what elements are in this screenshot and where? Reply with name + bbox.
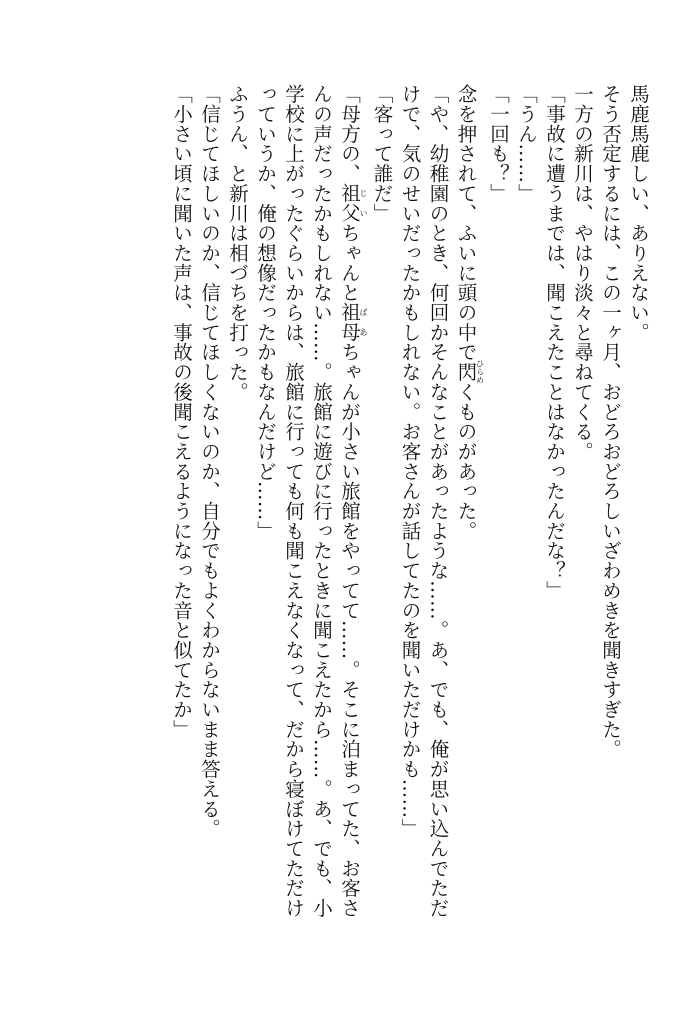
line-text: んの声だったかもしれない……。旅館に遊びに行ったときに聞こえたから……。あ、でも、小 xyxy=(310,84,333,918)
line-text: けで、気のせいだったかもしれない。お客さんが話してたのを聞いただけかも……」 xyxy=(398,84,422,839)
text-line xyxy=(368,84,396,974)
line-text: そう否定するには、この一ヶ月、おどろおどろしいざわめきを聞きすぎた。 xyxy=(599,84,622,759)
line-text: っていうか、俺の想像だったかもなんだけど……」 xyxy=(254,84,277,541)
line-text: 学校に上がったぐらいからは、旅館に行っても何も聞こえなくなって、だから寝ぼけてただけ xyxy=(282,84,305,918)
line-text: 念を押されて、ふいに頭の中で xyxy=(454,84,478,362)
text-line xyxy=(452,84,485,974)
ruby-reading: ひらめ xyxy=(475,359,485,385)
line-text: 「客って誰だ」 xyxy=(370,84,394,223)
text-line xyxy=(512,84,540,974)
ruby-reading: じい xyxy=(359,183,368,223)
line-text: くものがあった。 xyxy=(454,381,478,541)
line-text: 「うん……」 xyxy=(515,84,538,204)
text-line xyxy=(568,84,596,974)
ruby-word xyxy=(338,302,368,343)
text-line xyxy=(424,84,452,974)
text-line xyxy=(167,84,195,974)
text-line xyxy=(279,84,307,974)
ruby-base: 閃 xyxy=(454,359,478,385)
text-line xyxy=(396,84,424,974)
line-text: ちゃんが小さい旅館をやってて……。そこに泊まってた、お客さ xyxy=(338,342,361,918)
text-line xyxy=(251,84,279,974)
text-line xyxy=(484,84,512,974)
ruby-word xyxy=(338,183,368,223)
text-line xyxy=(223,84,251,974)
text-line xyxy=(307,84,335,974)
line-text: 「母方の、 xyxy=(338,84,361,184)
text-line xyxy=(540,84,568,974)
text-line xyxy=(195,84,223,974)
line-text: 「信じてほしいのか、信じてほしくないのか、自分でもよくわからないまま答える。 xyxy=(198,84,221,839)
text-line xyxy=(335,84,368,974)
vertical-text-body xyxy=(167,84,652,974)
line-text: 「一回も？」 xyxy=(487,84,510,204)
ruby-word xyxy=(454,359,485,385)
text-line xyxy=(624,84,652,974)
line-text: 「事故に遭うまでは、聞こえたことはなかったんだな？」 xyxy=(543,84,566,601)
line-text: 馬鹿馬鹿しい、ありえない。 xyxy=(627,84,650,343)
line-text: ふうん、と新川は相づちを打った。 xyxy=(226,84,249,402)
ruby-base: 祖母 xyxy=(338,302,361,343)
text-line xyxy=(596,84,624,974)
ruby-base: 祖父 xyxy=(338,183,361,223)
line-text: 「や、幼稚園のとき、何回かそんなことがあったような……。あ、でも、俺が思い込んでただ xyxy=(426,84,450,918)
ruby-reading: ばあ xyxy=(359,302,368,343)
line-text: ちゃんと xyxy=(338,222,361,303)
line-text: 一方の新川は、やはり淡々と尋ねてくる。 xyxy=(571,84,594,462)
line-text: 「小さい頃に聞いた声は、事故の後聞こえるようになった音と似てたか」 xyxy=(170,84,193,740)
